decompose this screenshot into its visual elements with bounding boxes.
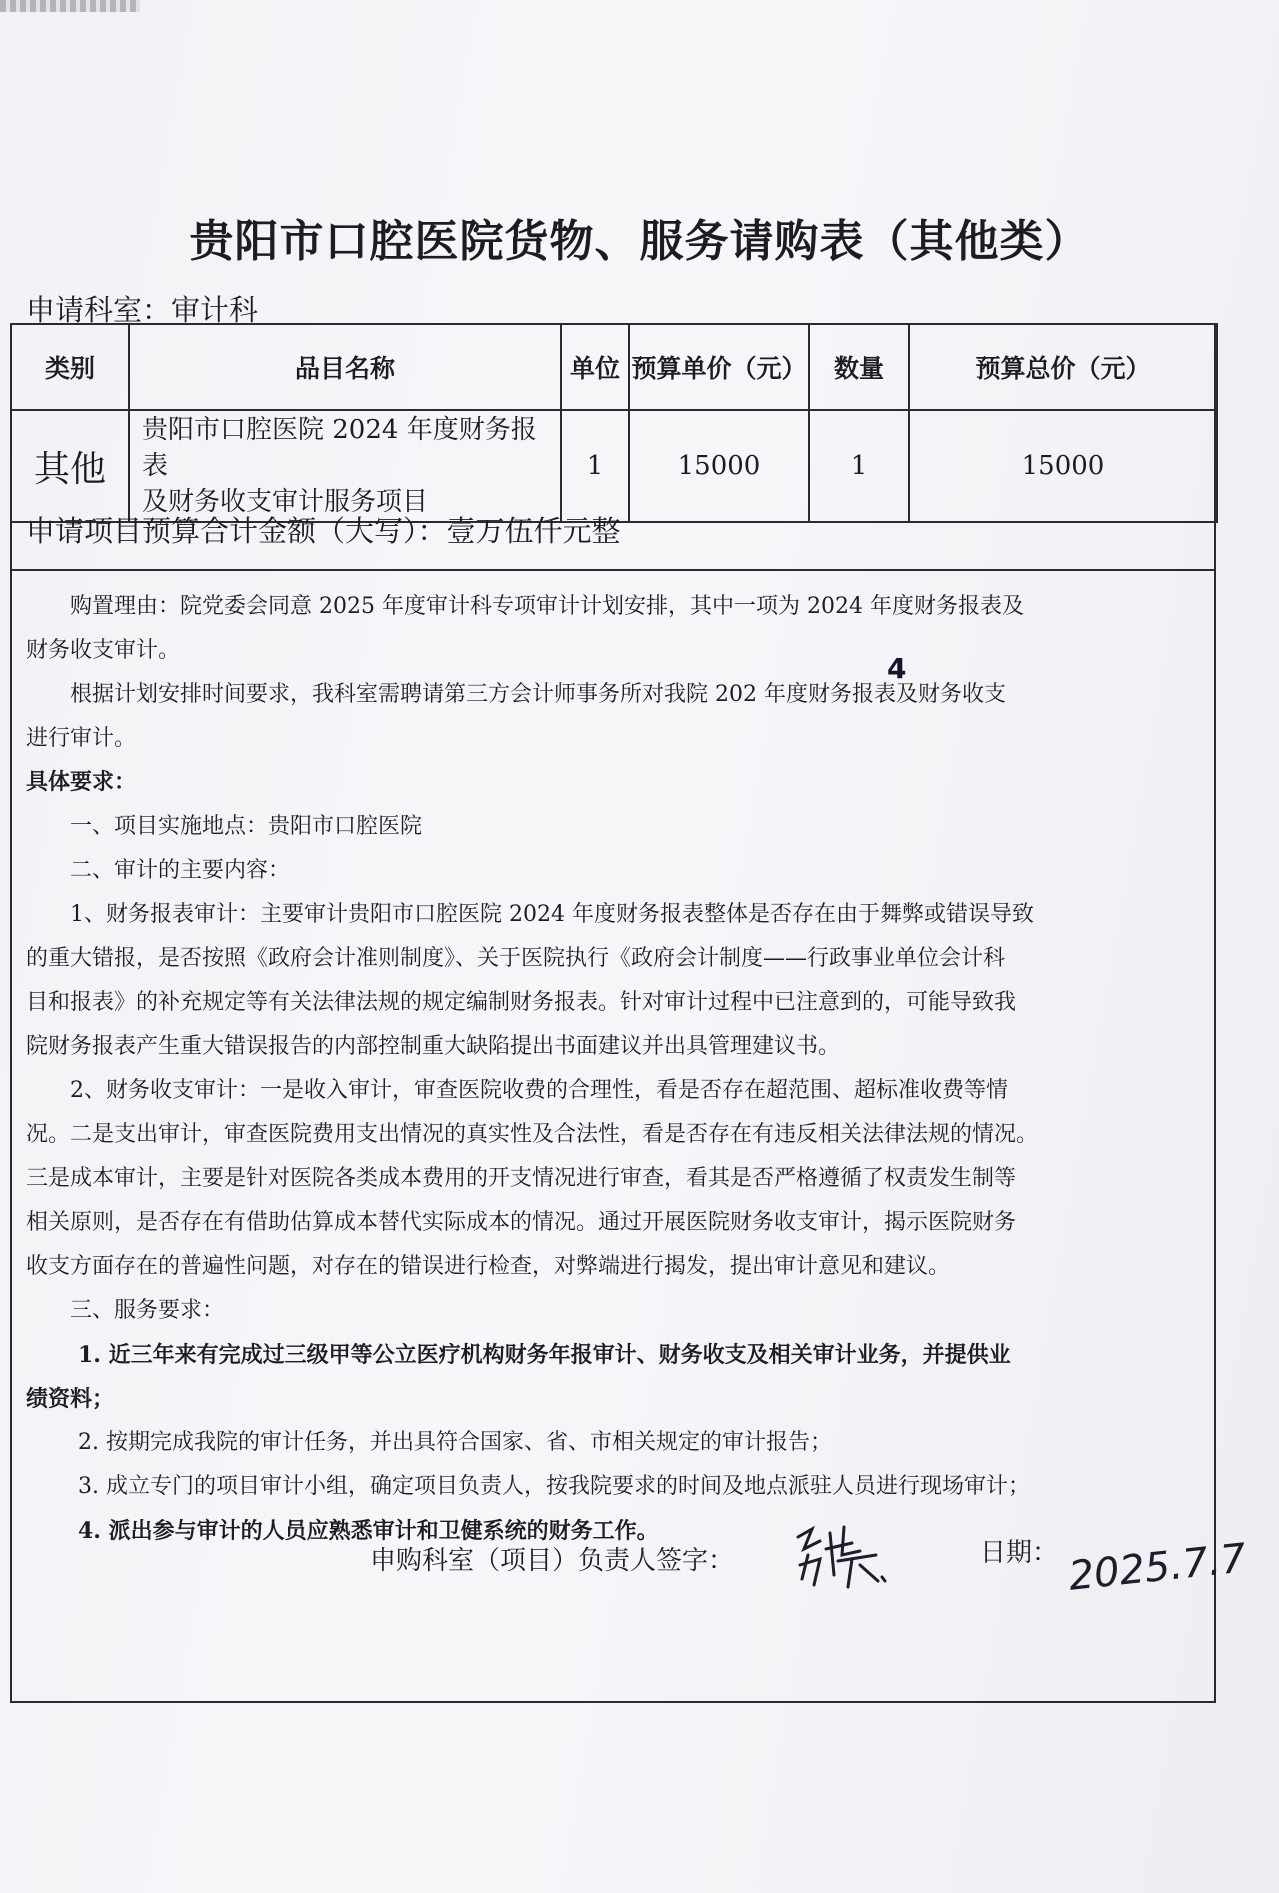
content-line: 2、财务收支审计：一是收入审计，审查医院收费的合理性，看是否存在超范围、超标准收费等情 [70,1078,1009,1103]
signature-label: 申购科室（项目）负责人签字： [370,1546,735,1576]
date-label: 日期： [980,1538,1059,1568]
total-amount-text: 申请项目预算合计金额（大写）：壹万伍仟元整 [26,514,621,548]
header-total-price: 预算总价（元） [909,324,1217,410]
section-heading: 三、服务要求： [70,1298,225,1323]
total-amount-row [10,491,1216,571]
service-line: 2. 按期完成我院的审计任务，并出具符合国家、省、市相关规定的审计报告； [78,1430,832,1455]
reason-line: 购置理由：院党委会同意 2025 年度审计科专项审计计划安排，其中一项为 2024 年度财务报表及 [70,594,1024,619]
content-line: 三是成本审计，主要是针对医院各类成本费用的开支情况进行审查，看其是否严格遵循了权责发生制等 [26,1166,1017,1191]
content-line: 的重大错报，是否按照《政府会计准则制度》、关于医院执行《政府会计制度——行政事业单位会计科 [26,946,1006,971]
item-name-line-1: 贵阳市口腔医院 2024 年度财务报表 [142,415,537,481]
header-unit: 单位 [561,324,629,410]
content-line: 相关原则，是否存在有借助估算成本替代实际成本的情况。通过开展医院财务收支审计，揭示医院财务 [26,1210,1017,1235]
content-line: 况。二是支出审计，审查医院费用支出情况的真实性及合法性，看是否存在有违反相关法律法规的情况。 [26,1122,1039,1147]
service-line: 1. 近三年来有完成过三级甲等公立医疗机构财务年报审计、财务收支及相关审计业务，并提供业 [78,1342,1011,1368]
content-line: 院财务报表产生重大错误报告的内部控制重大缺陷提出书面建议并出具管理建议书。 [26,1034,841,1059]
cell-unit-price: 15000 [629,410,809,522]
service-line: 4. 派出参与审计的人员应熟悉审计和卫健系统的财务工作。 [78,1518,659,1544]
cell-total-price: 15000 [909,410,1217,522]
requirements-heading: 具体要求： [26,770,137,795]
header-item-name: 品目名称 [129,324,561,410]
content-line: 1、财务报表审计：主要审计贵阳市口腔医院 2024 年度财务报表整体是否存在由于舞弊或错误导致 [70,902,1034,927]
reason-line: 财务收支审计。 [26,638,181,663]
reason-line: 进行审计。 [26,726,137,751]
document-title: 贵阳市口腔医院货物、服务请购表（其他类） [189,216,1090,267]
content-line: 目和报表》的补充规定等有关法律法规的规定编制财务报表。针对审计过程中已注意到的，可能导致我 [26,990,1017,1015]
section-heading: 一、项目实施地点：贵阳市口腔医院 [70,814,423,839]
handwritten-correction: 4 [887,652,907,685]
service-line: 3. 成立专门的项目审计小组，确定项目负责人，按我院要求的时间及地点派驻人员进行现场审计； [78,1474,1030,1499]
reason-line: 根据计划安排时间要求，我科室需聘请第三方会计师事务所对我院 202 年度财务报表及财务收支 [70,682,1006,707]
section-heading: 二、审计的主要内容： [70,858,291,883]
header-unit-price: 预算单价（元） [629,324,809,410]
header-quantity: 数量 [809,324,909,410]
item-name-line-2: 及财务收支审计服务项目 [142,487,429,517]
header-category: 类别 [11,324,129,410]
handwritten-signature [790,1515,910,1595]
handwritten-date [1065,1535,1249,1605]
request-body [26,585,1196,1553]
applying-department: 申请科室：审计科 [26,293,259,327]
table-header-row [11,324,1217,410]
cell-unit: 1 [561,410,629,522]
content-line: 收支方面存在的普遍性问题，对存在的错误进行检查，对弊端进行揭发，提出审计意见和建议。 [26,1254,951,1279]
cell-quantity: 1 [809,410,909,522]
torn-top-edge [0,0,140,12]
service-line: 绩资料； [26,1386,115,1412]
cell-category: 其他 [11,410,129,522]
svg-text:2025.7.7: 2025.7.7 [1066,1535,1249,1600]
